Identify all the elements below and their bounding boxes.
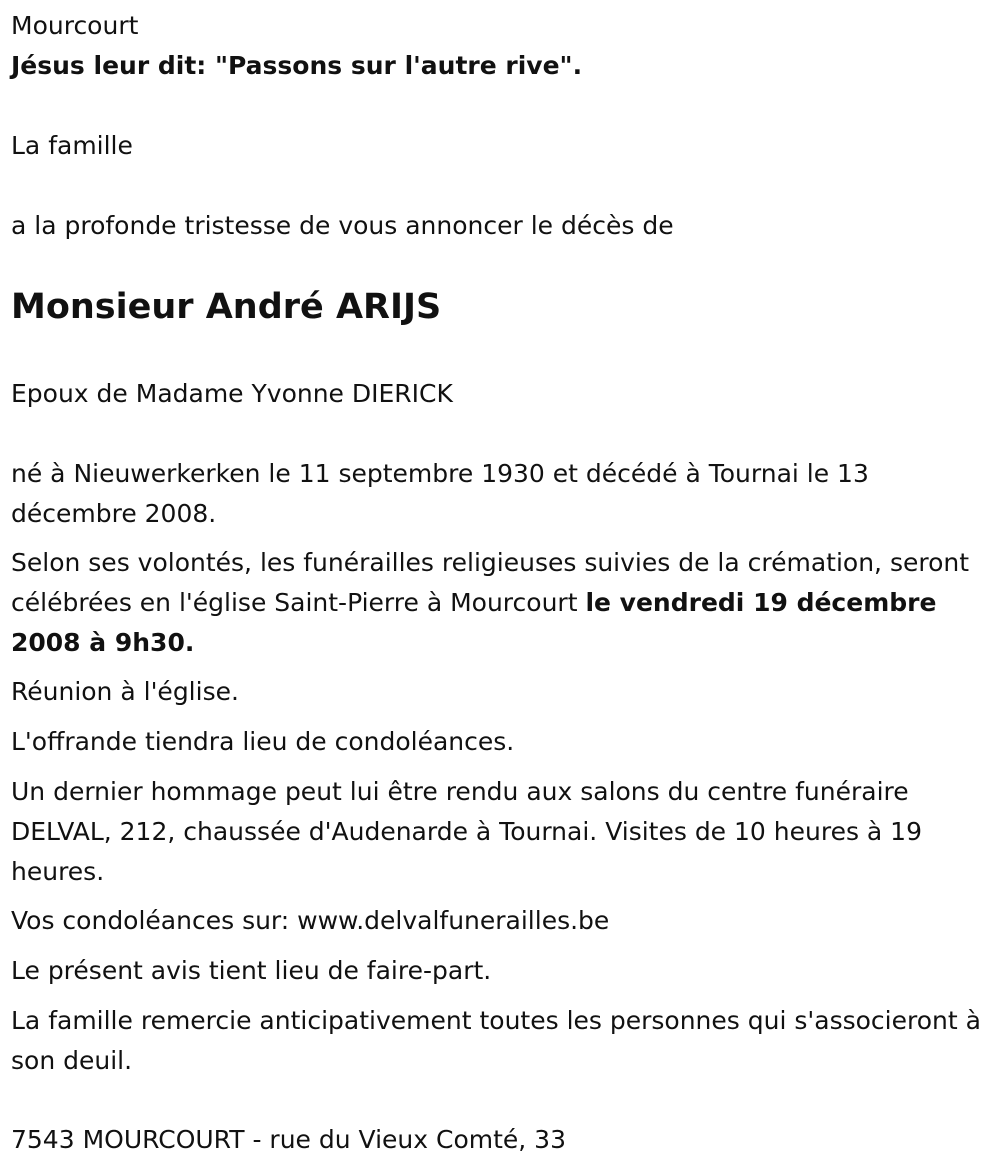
address-line: 7543 MOURCOURT - rue du Vieux Comté, 33 [11, 1125, 566, 1154]
offering-line: L'offrande tiendra lieu de condoléances. [11, 727, 515, 756]
condolences-line: Vos condoléances sur: www.delvalfunerailles.be [11, 906, 610, 935]
funeral-paragraph [11, 543, 986, 663]
deceased-name: Monsieur André ARIJS [11, 287, 442, 327]
family-line: La famille [11, 131, 133, 160]
meeting-line: Réunion à l'église. [11, 677, 239, 706]
scripture-verse: Jésus leur dit: "Passons sur l'autre rive". [11, 51, 583, 80]
spouse-line: Epoux de Madame Yvonne DIERICK [11, 379, 453, 408]
funeral-date-text: le vendredi 19 décembre 2008 à 9h30. [11, 588, 937, 657]
birth-death-paragraph: né à Nieuwerkerken le 11 septembre 1930 et décédé à Tournai le 13 décembre 2008. [11, 459, 869, 528]
notice-value-line: Le présent avis tient lieu de faire-part. [11, 956, 492, 985]
funeral-intro-text: Selon ses volontés, les funérailles religieuses suivies de la crémation, seront célébrées en l'église Saint-Pierre à Mourcourt [11, 548, 970, 617]
thanks-paragraph: La famille remercie anticipativement toutes les personnes qui s'associeront à son deuil. [11, 1006, 981, 1075]
place-name: Mourcourt [11, 11, 139, 40]
tribute-paragraph: Un dernier hommage peut lui être rendu aux salons du centre funéraire DELVAL, 212, chaussée d'Audenarde à Tournai. Visites de 10 heures à 19 heures. [11, 777, 922, 886]
announcement-line: a la profonde tristesse de vous annoncer le décès de [11, 211, 674, 240]
